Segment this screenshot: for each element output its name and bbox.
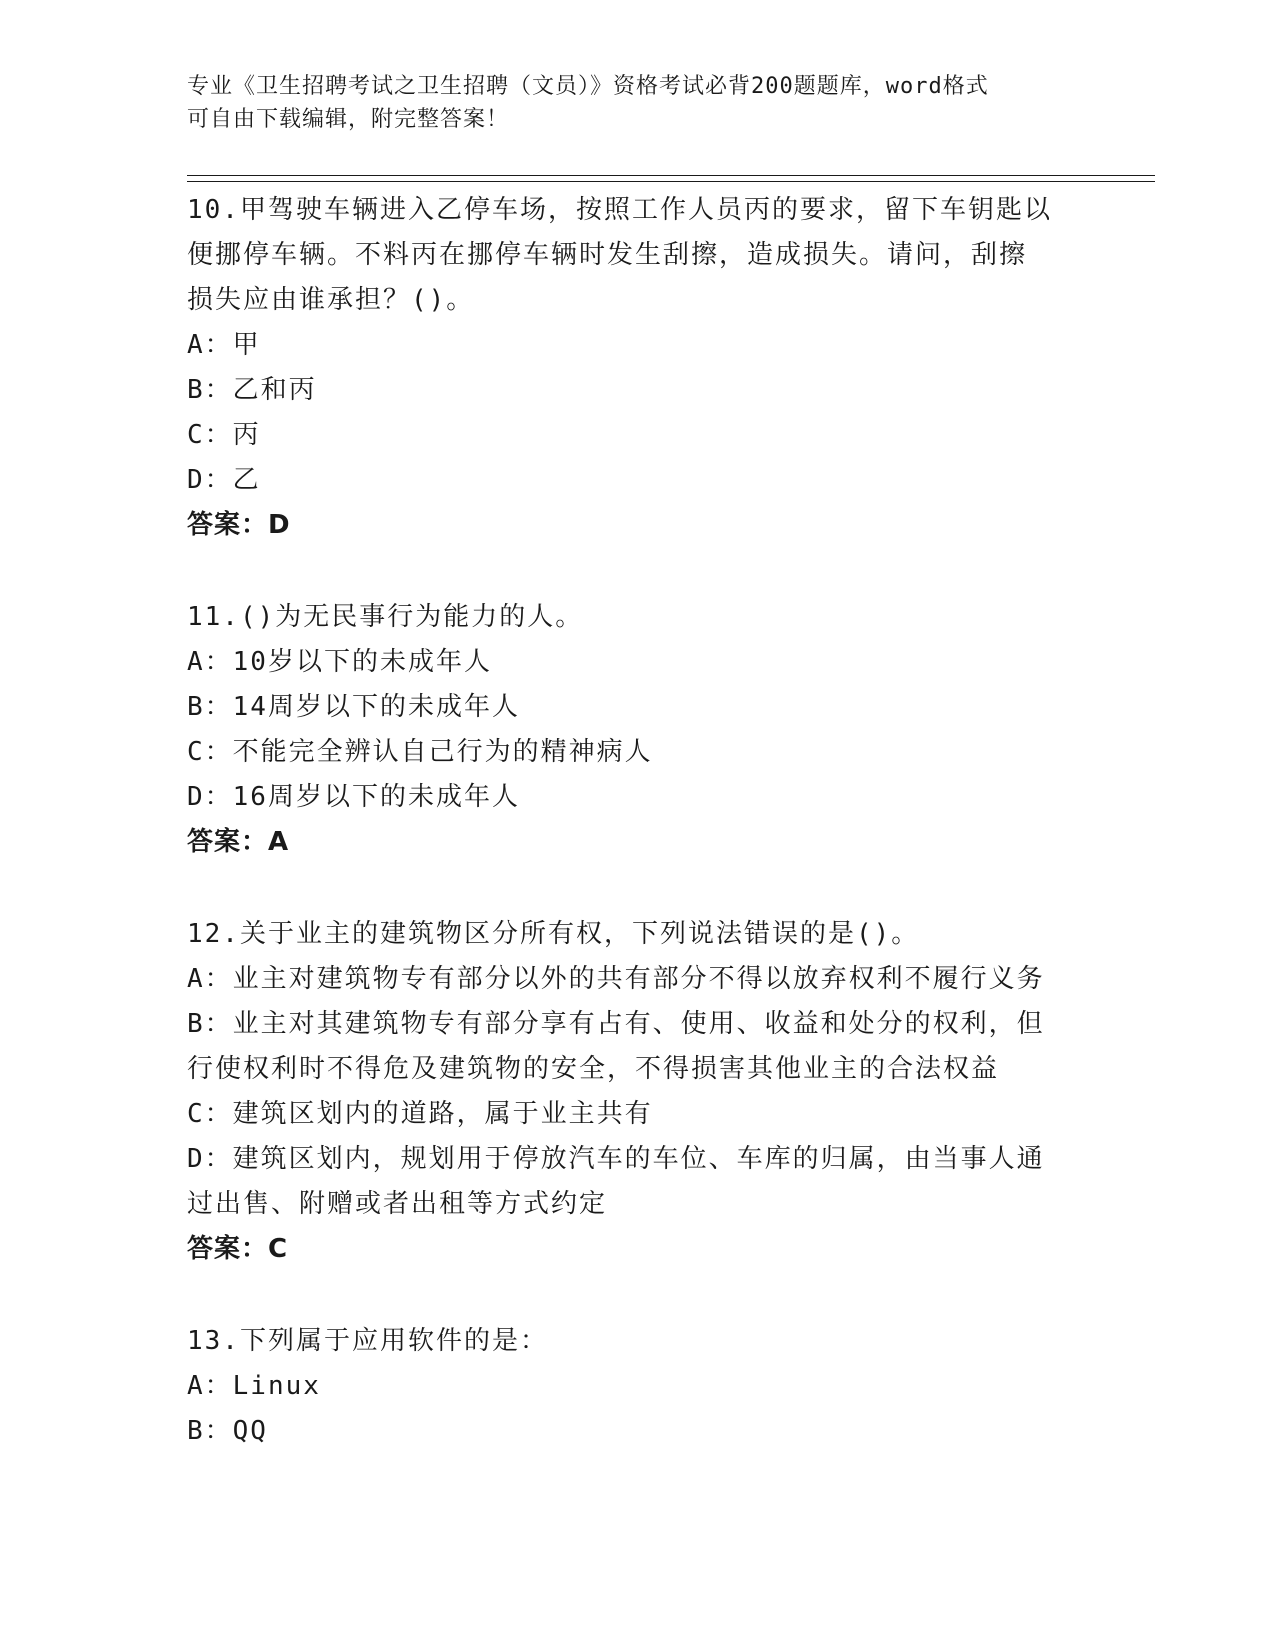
option-c: C：丙 [187,420,261,450]
option-d: D：16周岁以下的未成年人 [187,782,520,812]
question-block [187,912,1087,1272]
question-text: 10.甲驾驶车辆进入乙停车场，按照工作人员丙的要求，留下车钥匙以 [187,195,1052,225]
option-b: B：业主对其建筑物专有部分享有占有、使用、收益和处分的权利，但 [187,1009,1045,1039]
answer-line: 答案：C [187,1234,289,1264]
header-line: 专业《卫生招聘考试之卫生招聘（文员）》资格考试必背200题题库，word格式 [187,74,989,99]
option-b: B：14周岁以下的未成年人 [187,692,520,722]
option-d: D：乙 [187,465,261,495]
question-block [187,595,1087,865]
option-c: C：不能完全辨认自己行为的精神病人 [187,737,653,767]
question-block [187,1319,1087,1454]
option-c: C：建筑区划内的道路，属于业主共有 [187,1099,653,1129]
question-text: 便挪停车辆。不料丙在挪停车辆时发生刮擦，造成损失。请问，刮擦 [187,240,1028,270]
option-b: B：QQ [187,1416,268,1446]
option-b: B：乙和丙 [187,375,317,405]
option-a: A：业主对建筑物专有部分以外的共有部分不得以放弃权利不履行义务 [187,964,1045,994]
option-a: A：10岁以下的未成年人 [187,647,492,677]
question-text: 损失应由谁承担？()。 [187,285,475,315]
question-text: 12.关于业主的建筑物区分所有权，下列说法错误的是()。 [187,919,920,949]
option-a: A：Linux [187,1371,321,1401]
answer-line: 答案：D [187,510,291,540]
header-divider [187,181,1155,182]
question-block [187,188,1087,548]
answer-line: 答案：A [187,827,290,857]
option-d: D：建筑区划内，规划用于停放汽车的车位、车库的归属，由当事人通 [187,1144,1045,1174]
question-text: 11.()为无民事行为能力的人。 [187,602,584,632]
header-divider [187,175,1155,176]
question-list [187,188,1087,1501]
question-text: 13.下列属于应用软件的是： [187,1326,548,1356]
header-line: 可自由下载编辑，附完整答案！ [187,107,510,132]
option-b-continued: 行使权利时不得危及建筑物的安全，不得损害其他业主的合法权益 [187,1054,1000,1084]
option-a: A：甲 [187,330,261,360]
option-d-continued: 过出售、附赠或者出租等方式约定 [187,1189,608,1219]
document-header [187,70,1067,136]
